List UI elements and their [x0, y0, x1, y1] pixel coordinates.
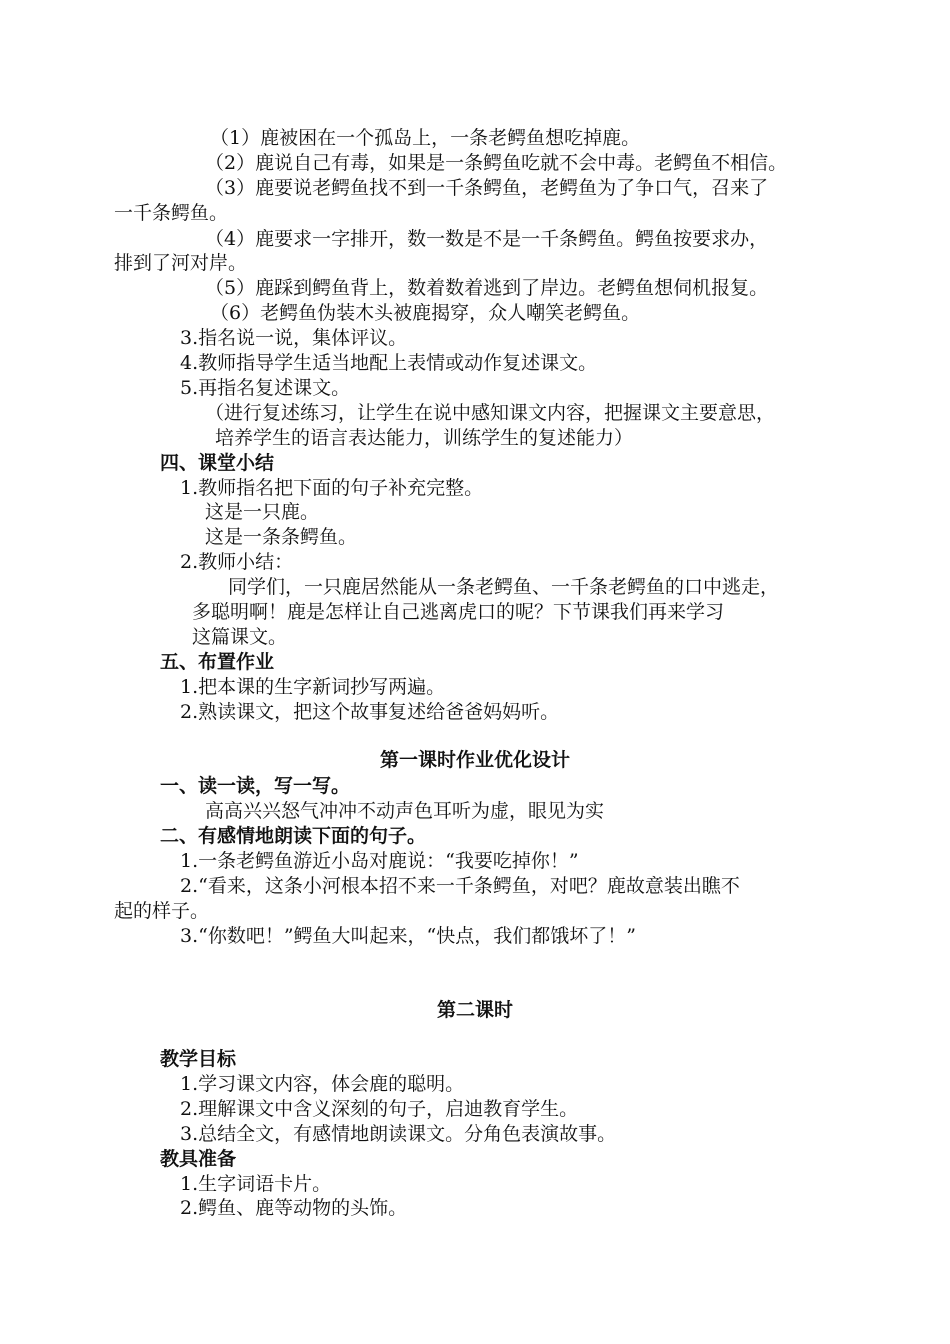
objectives-heading: 教学目标: [160, 1048, 237, 1070]
objective-2: 2.理解课文中含义深刻的句子，启迪教育学生。: [180, 1098, 579, 1120]
exercise-1-words: 高高兴兴怒气冲冲不动声色耳听为虚，眼见为实: [205, 800, 605, 822]
step-4-retell-guide: 4.教师指导学生适当地配上表情或动作复述课文。: [180, 352, 598, 374]
teacher-summary-cont-1: 多聪明啊！鹿是怎样让自己逃离虎口的呢？下节课我们再来学习: [192, 601, 725, 623]
second-lesson-title: 第二课时: [436, 999, 513, 1021]
homework-item-1: 1.把本课的生字新词抄写两遍。: [180, 676, 446, 698]
story-step-5: （5）鹿踩到鳄鱼背上，数着数着逃到了岸边。老鳄鱼想伺机报复。: [205, 277, 769, 299]
step-5-retell: 5.再指名复述课文。: [180, 377, 351, 399]
story-step-4: （4）鹿要求一字排开，数一数是不是一千条鳄鱼。鳄鱼按要求办，: [205, 228, 769, 250]
reading-sentence-3: 3.“你数吧！”鳄鱼大叫起来，“快点，我们都饿坏了！”: [180, 925, 636, 947]
story-step-4-cont: 排到了河对岸。: [114, 252, 248, 274]
story-step-2: （2）鹿说自己有毒，如果是一条鳄鱼吃就不会中毒。老鳄鱼不相信。: [205, 152, 788, 174]
homework-item-2: 2.熟读课文，把这个故事复述给爸爸妈妈听。: [180, 701, 560, 723]
homework-design-title: 第一课时作业优化设计: [379, 749, 570, 771]
teacher-summary-cont-2: 这篇课文。: [192, 626, 288, 648]
reading-sentence-2: 2.“看来，这条小河根本招不来一千条鳄鱼，对吧？鹿故意装出瞧不: [180, 875, 740, 897]
story-step-1: （1）鹿被困在一个孤岛上，一条老鳄鱼想吃掉鹿。: [210, 127, 641, 149]
section-5-heading: 五、布置作业: [160, 651, 275, 673]
reading-sentence-1: 1.一条老鳄鱼游近小岛对鹿说：“我要吃掉你！”: [180, 850, 579, 872]
summary-item-2: 2.教师小结：: [180, 551, 294, 573]
step-3-evaluate: 3.指名说一说，集体评议。: [180, 327, 408, 349]
story-step-3: （3）鹿要说老鳄鱼找不到一千条鳄鱼，老鳄鱼为了争口气，召来了: [205, 177, 769, 199]
story-step-6: （6）老鳄鱼伪装木头被鹿揭穿，众人嘲笑老鳄鱼。: [210, 302, 641, 324]
sentence-deer: 这是一只鹿。: [205, 501, 320, 523]
exercise-2-heading: 二、有感情地朗读下面的句子。: [160, 825, 427, 847]
materials-heading: 教具准备: [160, 1148, 237, 1170]
material-1: 1.生字词语卡片。: [180, 1173, 332, 1195]
exercise-1-heading: 一、读一读，写一写。: [160, 775, 351, 797]
section-4-heading: 四、课堂小结: [160, 452, 275, 474]
story-step-3-cont: 一千条鳄鱼。: [114, 202, 229, 224]
material-2: 2.鳄鱼、鹿等动物的头饰。: [180, 1197, 408, 1219]
objective-1: 1.学习课文内容，体会鹿的聪明。: [180, 1073, 465, 1095]
teacher-summary: 同学们，一只鹿居然能从一条老鳄鱼、一千条老鳄鱼的口中逃走，: [228, 576, 780, 598]
retell-note: （进行复述练习，让学生在说中感知课文内容，把握课文主要意思，: [205, 402, 776, 424]
retell-note-cont: 培养学生的语言表达能力，训练学生的复述能力）: [215, 427, 634, 449]
summary-item-1: 1.教师指名把下面的句子补充完整。: [180, 477, 484, 499]
reading-sentence-2-cont: 起的样子。: [114, 900, 210, 922]
sentence-crocodiles: 这是一条条鳄鱼。: [205, 526, 358, 548]
objective-3: 3.总结全文，有感情地朗读课文。分角色表演故事。: [180, 1123, 617, 1145]
